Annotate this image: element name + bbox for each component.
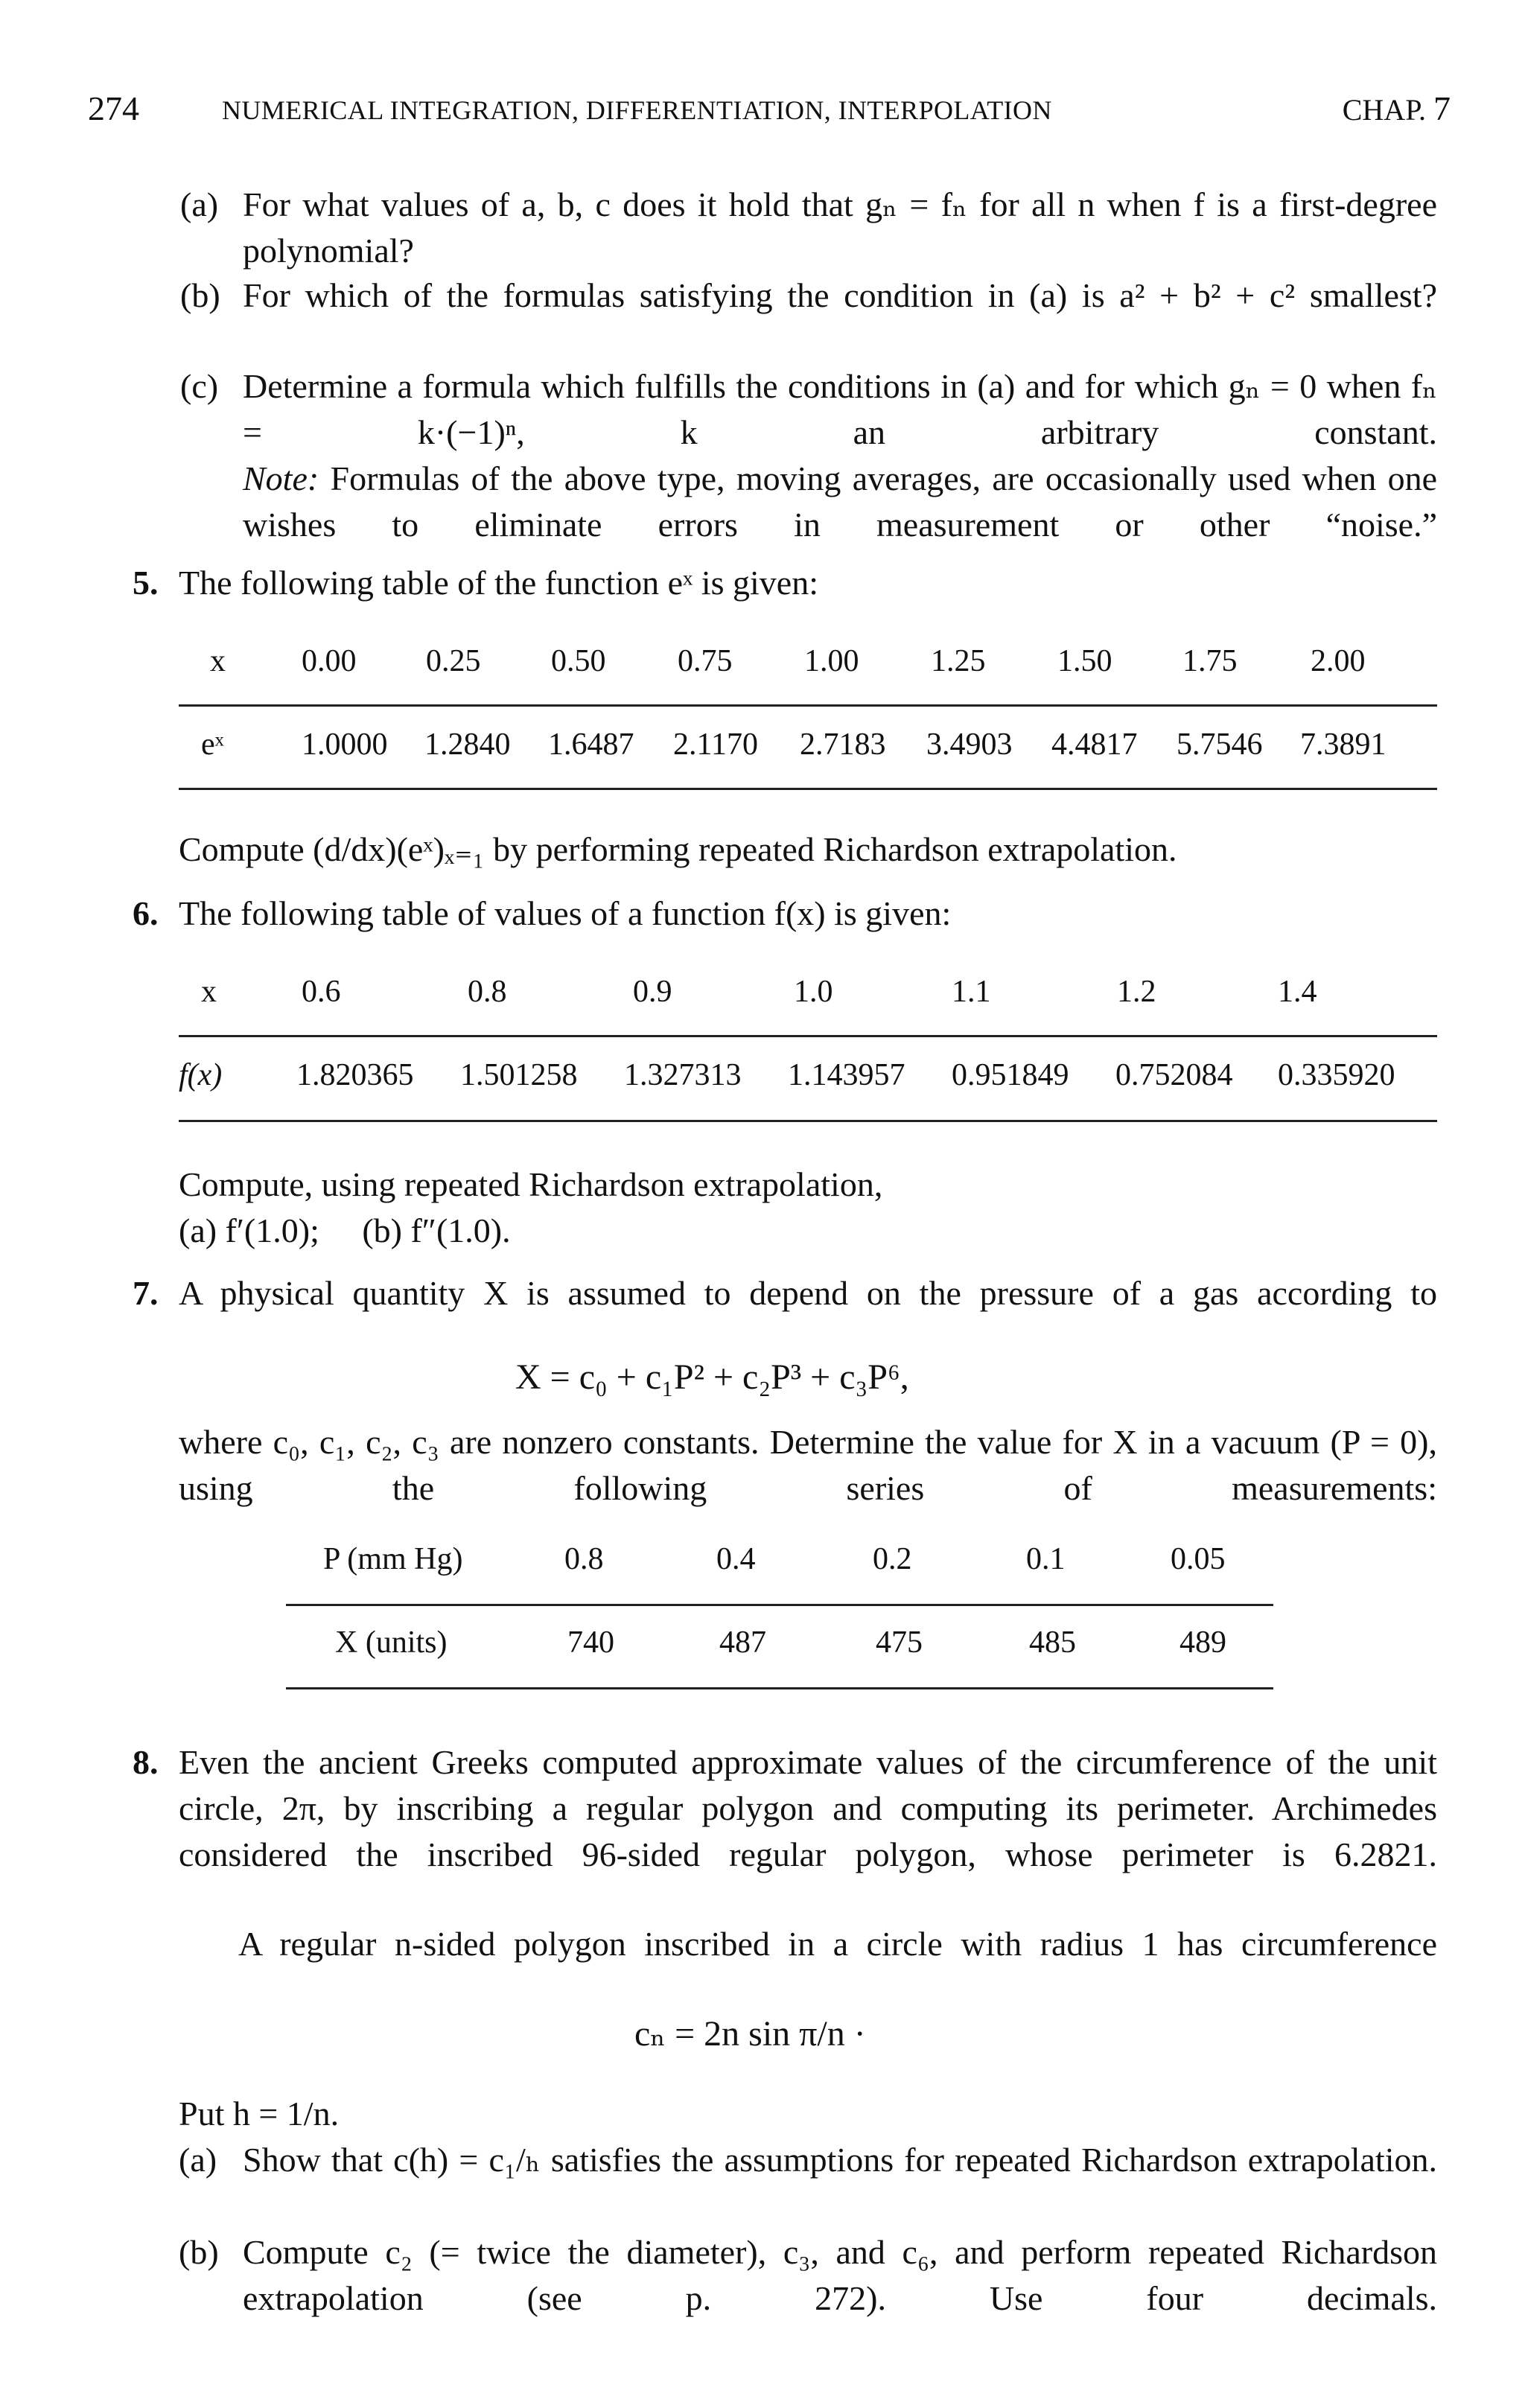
problem-7-number: 7. [133, 1274, 159, 1312]
table-cell: 0.75 [678, 644, 733, 678]
table-rule [179, 704, 1437, 707]
table-row-label: f(x) [179, 1058, 223, 1092]
page-number: 274 [88, 89, 139, 127]
pressure-table [286, 1538, 1273, 1702]
problem-5-intro: The following table of the function eˣ is given: [179, 564, 818, 602]
table-cell: 1.75 [1182, 644, 1238, 678]
problem-6-intro: The following table of values of a function f(x) is given: [179, 894, 952, 932]
table-rule [179, 1035, 1437, 1037]
table-rule [286, 1687, 1273, 1689]
part-a-text: For what values of a, b, c does it hold that gₙ = fₙ for all n when f is a first-degree polynomial? [243, 185, 1437, 270]
table-cell: 1.0 [794, 975, 833, 1009]
note-paragraph [243, 456, 1437, 548]
table-cell: 0.1 [1026, 1542, 1066, 1576]
table-rule [286, 1604, 1273, 1606]
table-row-label: x [201, 975, 217, 1009]
part-b-label: (b) [179, 2233, 219, 2271]
problem-8-number: 8. [133, 1743, 159, 1781]
table-cell: 1.820365 [296, 1058, 414, 1092]
table-cell: 1.2840 [424, 727, 511, 762]
problem-7-equation: X = c₀ + c₁P² + c₂P³ + c₃P⁶, [515, 1357, 909, 1397]
table-cell: 1.4 [1278, 975, 1317, 1009]
problem-8-put: Put h = 1/n. [179, 2095, 340, 2133]
table-cell: 0.4 [716, 1542, 756, 1576]
problem-7-text: where c₀, c₁, c₂, c₃ are nonzero constants. Determine the value for X in a vacuum (P = 0), using the following series of measurements: [179, 1423, 1437, 1507]
chapter-label: CHAP. 7 [1342, 89, 1451, 127]
table-cell: 487 [719, 1625, 766, 1660]
table-cell: 489 [1179, 1625, 1226, 1660]
problem-6-number: 6. [133, 894, 159, 932]
table-cell: 4.4817 [1051, 727, 1138, 762]
table-cell: 3.4903 [926, 727, 1013, 762]
problem-7-intro: A physical quantity X is assumed to depend on the pressure of a gas according to [179, 1274, 1437, 1312]
table-cell: 0.8 [564, 1542, 604, 1576]
table-cell: 2.1170 [673, 727, 758, 762]
table-cell: 2.7183 [800, 727, 886, 762]
table-cell: 0.2 [873, 1542, 912, 1576]
problem-8-part-a: Show that c(h) = c₁/ₕ satisfies the assumptions for repeated Richardson extrapolation. [243, 2141, 1437, 2179]
table-cell: 1.143957 [788, 1058, 905, 1092]
table-cell: 1.0000 [302, 727, 388, 762]
part-b-text: For which of the formulas satisfying the condition in (a) is a² + b² + c² smallest? [243, 276, 1437, 314]
note-text: Formulas of the above type, moving averages, are occasionally used when one wishes to eliminate errors in measurement or other “noise.” [243, 459, 1438, 544]
running-header [88, 86, 1451, 131]
table-row-label: eˣ [201, 727, 224, 762]
table-cell: 1.00 [804, 644, 859, 678]
table-cell: 0.05 [1171, 1542, 1226, 1576]
table-cell: 485 [1029, 1625, 1076, 1660]
table-cell: 5.7546 [1177, 727, 1263, 762]
table-cell: 0.951849 [952, 1058, 1069, 1092]
table-cell: 0.335920 [1278, 1058, 1395, 1092]
part-c-text: Determine a formula which fulfills the conditions in (a) and for which gₙ = 0 when fₙ = k·(−1)ⁿ, k an arbitrary constant. [243, 367, 1437, 451]
part-c-label: (c) [180, 367, 219, 405]
function-table [179, 971, 1437, 1136]
table-cell: 1.50 [1057, 644, 1112, 678]
table-cell: 1.2 [1117, 975, 1156, 1009]
table-cell: 1.501258 [460, 1058, 578, 1092]
table-cell: 1.327313 [624, 1058, 742, 1092]
note-label: Note: [243, 459, 319, 497]
problem-8-paragraph-1: Even the ancient Greeks computed approximate values of the circumference of the unit circle, 2π, by inscribing a regular polygon and computing its perimeter. Archimedes considered the inscribed 96-sided regular polygon, whose perimeter is 6.2821. [179, 1743, 1437, 1873]
problem-6-task: Compute, using repeated Richardson extrapolation, [179, 1165, 883, 1203]
problem-6-parts: (a) f′(1.0); (b) f″(1.0). [179, 1211, 511, 1249]
table-cell: 740 [567, 1625, 614, 1660]
problem-8-paragraph-2: A regular n-sided polygon inscribed in a circle with radius 1 has circumference [238, 1925, 1437, 1963]
problem-5-task: Compute (d/dx)(eˣ)ₓ₌₁ by performing repeated Richardson extrapolation. [179, 830, 1177, 868]
exp-table [179, 640, 1437, 804]
chapter-number: 7 [1433, 89, 1451, 127]
part-b-label: (b) [180, 276, 220, 314]
table-row-label: x [210, 644, 226, 678]
table-rule [179, 1120, 1437, 1122]
table-cell: 1.6487 [548, 727, 634, 762]
running-title: NUMERICAL INTEGRATION, DIFFERENTIATION, INTERPOLATION [222, 95, 1052, 125]
problem-5-number: 5. [133, 564, 159, 602]
table-cell: 0.25 [426, 644, 481, 678]
table-row-label: X (units) [335, 1625, 448, 1660]
problem-8-part-b: Compute c₂ (= twice the diameter), c₃, and c₆, and perform repeated Richardson extrapolation (see p. 272). Use four decimals. [243, 2233, 1437, 2317]
table-cell: 0.9 [633, 975, 672, 1009]
table-cell: 0.00 [302, 644, 357, 678]
part-a-label: (a) [180, 185, 219, 223]
problem-8-equation: cₙ = 2n sin π/n · [634, 2014, 866, 2054]
table-cell: 0.50 [551, 644, 606, 678]
table-cell: 7.3891 [1300, 727, 1386, 762]
table-cell: 1.1 [952, 975, 991, 1009]
table-cell: 0.6 [302, 975, 341, 1009]
table-cell: 475 [876, 1625, 923, 1660]
table-cell: 2.00 [1311, 644, 1366, 678]
table-cell: 0.8 [468, 975, 507, 1009]
table-row-label: P (mm Hg) [323, 1542, 463, 1576]
part-a-label: (a) [179, 2141, 217, 2179]
table-cell: 1.25 [931, 644, 986, 678]
table-rule [179, 788, 1437, 790]
table-cell: 0.752084 [1115, 1058, 1233, 1092]
